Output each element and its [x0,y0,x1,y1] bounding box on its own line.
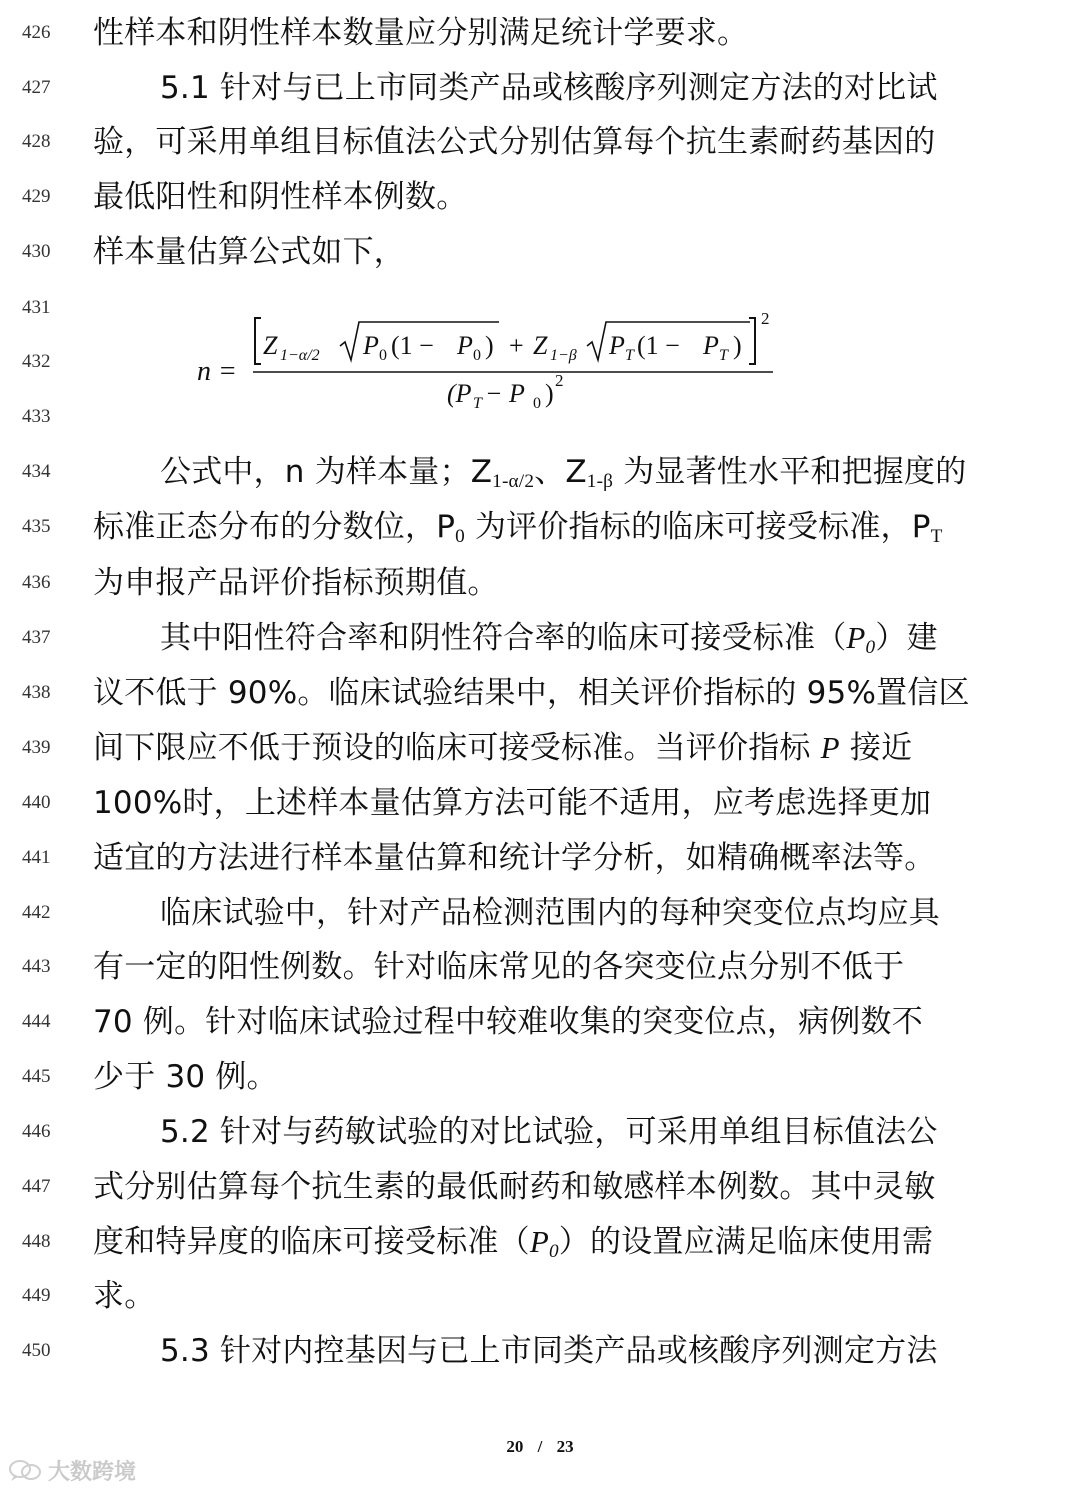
line-text: 最低阳性和阴性样本例数。 [93,179,468,215]
doc-line [0,728,1080,768]
line-text: 式分别估算每个抗生素的最低耐药和敏感样本例数。其中灵敏 [93,1169,936,1205]
line-number: 437 [22,627,51,648]
line-number: 450 [22,1340,51,1361]
watermark [8,1452,136,1488]
formula-right-bracket [749,318,755,364]
sample-size-formula [195,302,795,412]
subscript: 1-β [586,470,614,492]
formula-den: (P [447,379,472,408]
formula-z1: Z [263,331,278,360]
line-text: 样本量估算公式如下， [93,234,405,270]
page-footer [0,1437,1080,1457]
page-separator: / [537,1437,543,1456]
formula-den-mid: − P [485,379,525,408]
line-number: 427 [22,77,51,98]
italic-symbol: P [529,1224,549,1259]
watermark-text: 大数跨境 [48,1459,137,1485]
doc-line [0,947,1080,987]
line-number: 445 [22,1066,51,1087]
line-text: 适宜的方法进行样本量估算和统计学分析，如精确概率法等。 [93,840,936,876]
doc-line [0,68,1080,108]
line-text: 验，可采用单组目标值法公式分别估算每个抗生素耐药基因的 [93,124,936,160]
text-run: 接近 [839,730,913,766]
subscript: 0 [455,525,465,547]
formula-z1-sub: 1−α/2 [280,347,320,364]
subscript: 0 [548,1240,559,1262]
subscript: 1-α/2 [492,470,535,492]
line-number: 426 [22,22,51,43]
line-text: 5.1 针对与已上市同类产品或核酸序列测定方法的对比试 [160,70,938,106]
line-text [93,507,943,547]
line-text [160,452,966,492]
line-number: 428 [22,131,51,152]
line-number: 431 [22,297,51,318]
formula-lhs: n = [197,356,237,387]
line-text: 议不低于 90%。临床试验结果中，相关评价指标的 95%置信区 [93,675,970,711]
text-run: 标准正态分布的分数位，P [93,509,456,545]
formula-pt: P [609,331,625,360]
text-run: 为显著性水平和把握度的 [613,454,967,490]
formula-z2: Z [533,331,548,360]
line-number: 440 [22,792,51,813]
line-number: 449 [22,1285,51,1306]
doc-line [0,507,1080,547]
text-run: 、Z [534,454,587,490]
formula-ptb: P [703,331,719,360]
formula-p0-sub: 0 [379,347,387,364]
page-number: 20 [506,1437,524,1456]
formula-z2-sub: 1−β [550,347,577,364]
formula-part1: (1 − [391,331,434,360]
text-run: 间下限应不低于预设的临床可接受标准。当评价指标 [93,730,811,766]
formula-plus: + [509,331,524,360]
formula-paren-close: ) [485,331,494,360]
formula-den-sub1: T [473,395,482,412]
doc-line [0,122,1080,162]
line-number: 434 [22,461,51,482]
line-text [160,618,938,658]
formula-den-end: ) [545,379,554,408]
doc-line [0,1222,1080,1262]
chat-bubbles-icon [8,1457,42,1483]
line-text: 5.3 针对内控基因与已上市同类产品或核酸序列测定方法 [160,1333,938,1369]
line-number: 446 [22,1121,51,1142]
subscript: 0 [865,636,876,658]
formula-exp: 2 [761,309,770,328]
text-run: 公式中，n 为样本量；Z [160,454,493,490]
line-text: 为申报产品评价指标预期值。 [93,565,499,601]
formula-p0: P [363,331,379,360]
text-run: 度和特异度的临床可接受标准（ [93,1224,530,1260]
line-number: 432 [22,351,51,372]
line-text [93,728,912,768]
formula-p0b: P [457,331,473,360]
line-number: 429 [22,186,51,207]
doc-line [0,1112,1080,1152]
doc-line [0,177,1080,217]
doc-line [0,452,1080,492]
line-text: 临床试验中，针对产品检测范围内的每种突变位点均应具 [160,895,940,931]
line-text: 5.2 针对与药敏试验的对比试验，可采用单组目标值法公 [160,1114,938,1150]
doc-line [0,618,1080,658]
formula-pt-sub: T [625,347,634,364]
italic-symbol: P [846,620,866,655]
doc-line [0,893,1080,933]
line-number: 430 [22,241,51,262]
line-text: 100%时，上述样本量估算方法可能不适用，应考虑选择更加 [93,785,932,821]
line-number: 448 [22,1231,51,1252]
text-run: ）的设置应满足临床使用需 [558,1224,934,1260]
text-run: 其中阳性符合率和阴性符合率的临床可接受标准（ [160,620,847,656]
doc-line [0,1057,1080,1097]
line-number: 441 [22,847,51,868]
doc-line [0,1002,1080,1042]
line-number: 447 [22,1176,51,1197]
line-text: 求。 [93,1278,156,1314]
line-number: 435 [22,516,51,537]
doc-line [0,232,1080,272]
formula-p0b-sub: 0 [473,347,481,364]
line-number: 442 [22,902,51,923]
doc-line [0,13,1080,53]
text-run: 为评价指标的临床可接受标准，P [464,509,931,545]
line-number: 439 [22,737,51,758]
line-number: 444 [22,1011,51,1032]
formula-den-sub2: 0 [533,395,541,412]
line-number: 443 [22,956,51,977]
formula-paren-close: ) [733,331,742,360]
formula-den-exp: 2 [555,371,564,390]
subscript: T [930,525,943,547]
doc-line [0,1167,1080,1207]
text-run: ）建 [875,620,938,656]
doc-line [0,563,1080,603]
line-text [93,1222,933,1262]
doc-line [0,1276,1080,1316]
line-number: 438 [22,682,51,703]
formula-ptb-sub: T [719,347,728,364]
line-number: 436 [22,572,51,593]
doc-line [0,783,1080,823]
line-text: 性样本和阴性样本数量应分别满足统计学要求。 [93,15,749,51]
line-number: 433 [22,406,51,427]
page-total: 23 [556,1437,574,1456]
italic-symbol: P [820,730,840,765]
line-text: 少于 30 例。 [93,1059,278,1095]
doc-line [0,838,1080,878]
doc-line [0,673,1080,713]
formula-part2: (1 − [637,331,680,360]
formula-left-bracket [255,318,261,364]
doc-line [0,1331,1080,1371]
line-text: 有一定的阳性例数。针对临床常见的各突变位点分别不低于 [93,949,905,985]
line-text: 70 例。针对临床试验过程中较难收集的突变位点，病例数不 [93,1004,923,1040]
